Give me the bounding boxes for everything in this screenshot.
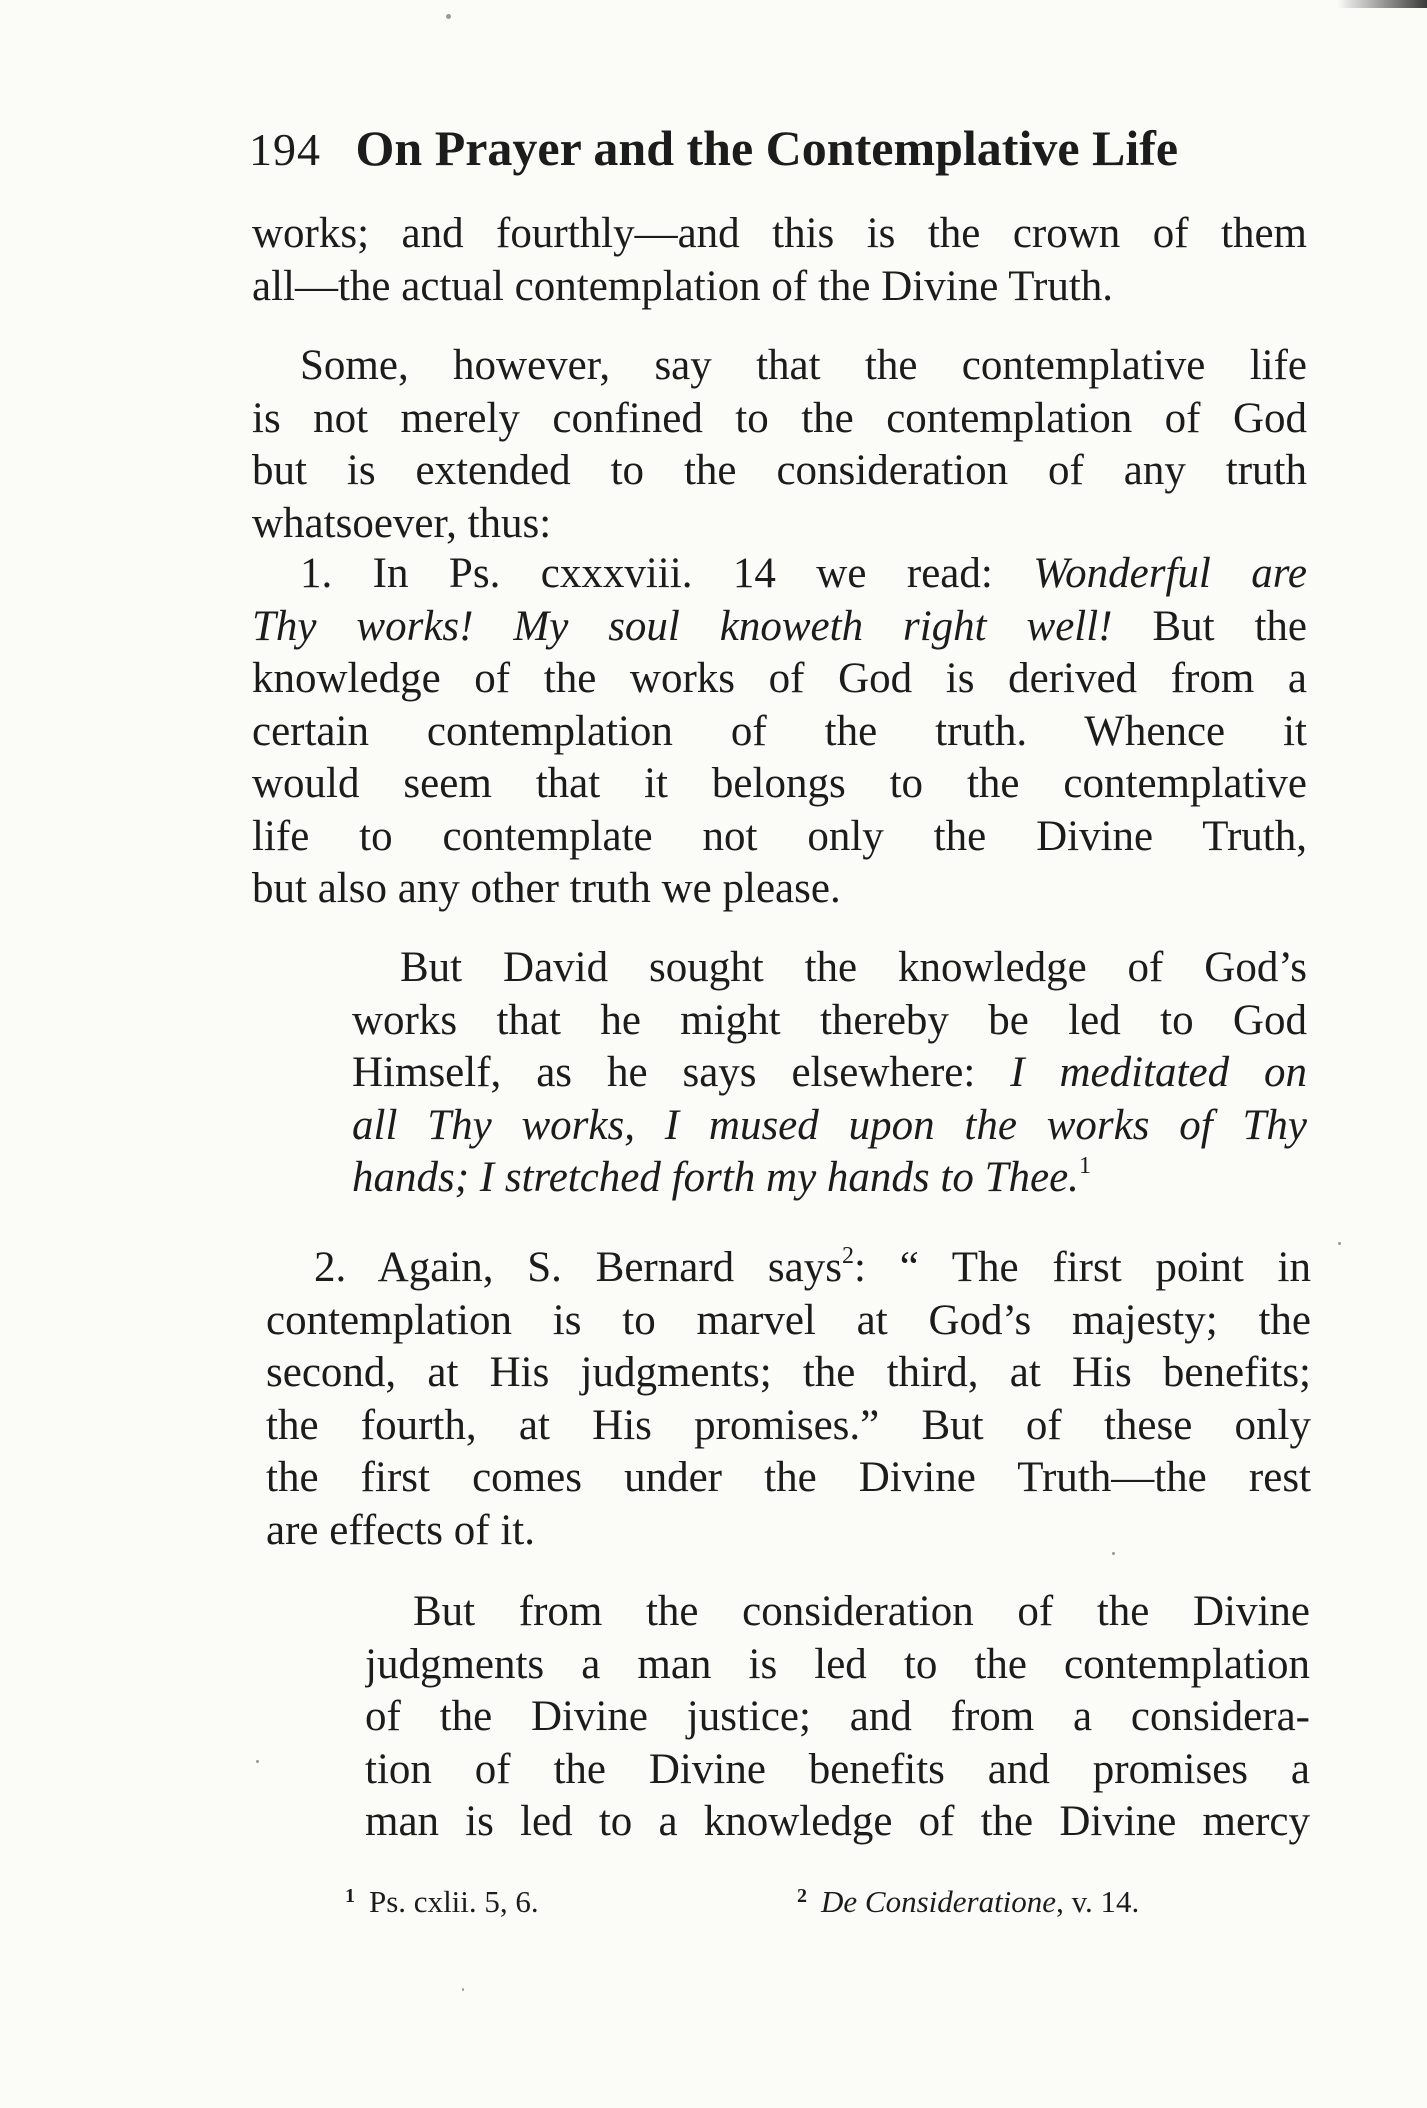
- scan-edge-mark: [1337, 0, 1427, 8]
- footnote-text: Ps. cxlii. 5, 6.: [369, 1884, 539, 1919]
- footnote-2: [797, 1882, 1139, 1922]
- paragraph-objection-intro: [252, 340, 1307, 550]
- text-line: whatsoever, thus:: [252, 499, 552, 547]
- text-line: but is extended to the consideration of any truth: [252, 447, 1307, 494]
- italic-quote: hands; I stretched forth my hands to Thee.: [352, 1154, 1079, 1201]
- italic-quote: I meditated on: [1010, 1049, 1307, 1096]
- text-line: of the Divine justice; and from a considera-: [365, 1693, 1310, 1740]
- text-run: 1. In Ps. cxxxviii. 14 we read:: [300, 550, 1034, 597]
- text-line: man is led to a knowledge of the Divine mercy: [365, 1798, 1310, 1845]
- text-run: Himself, as he says elsewhere:: [352, 1049, 1011, 1096]
- text-line: judgments a man is led to the contemplation: [365, 1640, 1310, 1688]
- text-line: but also any other truth we please.: [252, 865, 841, 912]
- footnote-1: [345, 1882, 539, 1922]
- paragraph-reply-2: [365, 1586, 1310, 1849]
- footnote-marker: 2: [797, 1885, 807, 1907]
- paragraph-continuation: [252, 208, 1307, 313]
- text-run: : “ The first point in: [853, 1244, 1311, 1291]
- italic-quote: My soul knoweth right well!: [513, 602, 1113, 650]
- text-line: [352, 1152, 1307, 1205]
- text-line: all Thy works, I mused upon the works of Thy: [352, 1101, 1307, 1149]
- footnote-ref: 1: [1078, 1153, 1091, 1179]
- text-line: second, at His judgments; the third, at His benefits;: [266, 1349, 1311, 1396]
- footnote-source-title: De Consideratione: [821, 1884, 1057, 1919]
- paragraph-objection-2: [266, 1242, 1311, 1557]
- text-line: would seem that it belongs to the contemplative: [252, 760, 1307, 807]
- text-line: tion of the Divine benefits and promises a: [365, 1745, 1310, 1793]
- italic-quote: Wonderful are: [1033, 550, 1307, 597]
- text-line: life to contemplate not only the Divine Truth,: [252, 812, 1307, 860]
- text-line: the fourth, at His promises.” But of these only: [266, 1401, 1311, 1449]
- text-line: all—the actual contemplation of the Divine Truth.: [252, 262, 1114, 310]
- text-line: works; and fourthly—and this is the crown of them: [252, 210, 1307, 257]
- text-run: But the: [1112, 602, 1307, 650]
- text-line: Some, however, say that the contemplative life: [300, 342, 1307, 389]
- text-line: certain contemplation of the truth. Whence it: [252, 707, 1307, 755]
- paragraph-reply-1: [352, 942, 1307, 1205]
- text-line: are effects of it.: [266, 1506, 536, 1554]
- text-line: the first comes under the Divine Truth—the rest: [266, 1454, 1311, 1501]
- running-title: On Prayer and the Contemplative Life: [355, 120, 1179, 176]
- scan-speck: [446, 14, 451, 19]
- text-line: But David sought the knowledge of God’s: [400, 944, 1307, 991]
- text-line: [352, 1047, 1307, 1100]
- text-line: [252, 548, 1307, 601]
- running-header: [249, 118, 1279, 180]
- text-line: knowledge of the works of God is derived from a: [252, 655, 1307, 702]
- text-line: [266, 1242, 1311, 1295]
- text-line: [252, 601, 1307, 654]
- footnote-text: , v. 14.: [1056, 1884, 1140, 1919]
- text-line: works that he might thereby be led to God: [352, 996, 1307, 1044]
- scan-speck: [1112, 1552, 1115, 1555]
- paragraph-objection-1: [252, 548, 1307, 916]
- footnote-ref: 2: [841, 1243, 854, 1269]
- scan-speck: [462, 1988, 464, 1991]
- text-line: contemplation is to marvel at God’s majesty; the: [266, 1296, 1311, 1344]
- scan-speck: [256, 1760, 259, 1763]
- scan-speck: [1338, 1242, 1341, 1245]
- italic-quote: Thy works!: [252, 602, 514, 650]
- page-number: 194: [249, 124, 321, 175]
- text-line: is not merely confined to the contemplation of God: [252, 394, 1307, 442]
- footnote-marker: 1: [345, 1885, 355, 1907]
- text-line: But from the consideration of the Divine: [413, 1588, 1310, 1635]
- text-run: 2. Again, S. Bernard says: [314, 1244, 842, 1291]
